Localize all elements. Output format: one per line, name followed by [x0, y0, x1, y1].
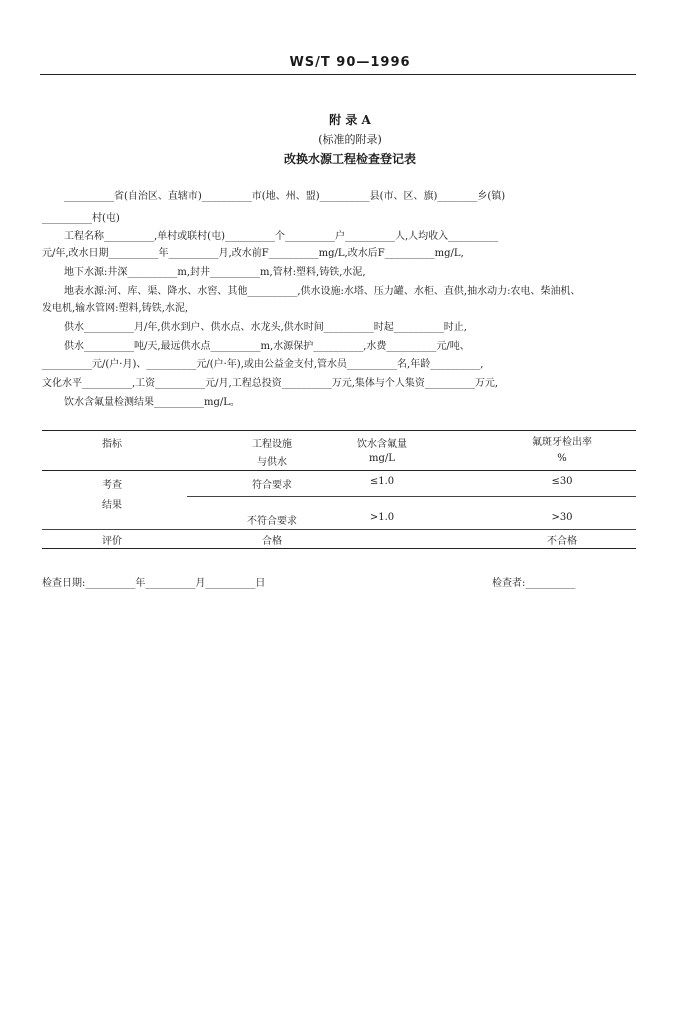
evaluation-table: [42, 430, 636, 550]
standard-number: WS/T 90—1996: [289, 55, 411, 70]
eval-label: 评价: [102, 536, 122, 547]
eval-pass: 合格: [262, 536, 282, 547]
form-line: 饮水含氟量检测结果__________mg/L。: [64, 397, 240, 408]
form-line: 发电机,输水管网:塑料,铸铁,水泥,: [42, 303, 189, 314]
col-indicator: 指标: [102, 439, 122, 450]
r2-fluorosis: >30: [551, 512, 573, 523]
col-fluoride-a: 饮水含氟量: [357, 439, 407, 450]
form-line: 地下水源:井深__________m,封井__________m,管材:塑料,铸铁,水泥,: [64, 267, 366, 278]
r2-fluoride: >1.0: [369, 512, 395, 523]
form-line: 供水__________吨/天,最远供水点__________m,水源保护__________,水费__________元/吨、: [64, 341, 470, 352]
form-line: 文化水平__________,工资__________元/月,工程总投资__________万元,集体与个人集资__________万元,: [42, 378, 499, 389]
row-label-a: 考查: [102, 480, 122, 491]
form-line: 地表水源:河、库、渠、降水、水窖、其他__________,供水设施:水塔、压力罐、水柜、直供,抽水动力:农电、柴油机、: [64, 286, 581, 297]
form-line: 工程名称__________,单村或联村(屯)__________个__________户__________人,人均收入__________: [64, 231, 499, 242]
form-line: __________村(屯): [42, 213, 120, 224]
r1-fluorosis: ≤30: [551, 476, 573, 487]
appendix-note: (标准的附录): [318, 133, 382, 146]
form-line: __________元/(户·月)、__________元/(户·年),或由公益金支付,管水员__________名,年龄__________,: [42, 359, 484, 370]
r1-facility: 符合要求: [252, 480, 292, 491]
header-rule: [40, 74, 636, 75]
col-fluorosis-a: 氟斑牙检出率: [532, 437, 592, 448]
eval-divider: [42, 529, 636, 530]
table-top-rule: [42, 430, 636, 431]
col-fluorosis-b: %: [557, 453, 567, 464]
row-label-b: 结果: [102, 500, 122, 511]
table-bottom-rule: [42, 548, 636, 549]
r2-facility: 不符合要求: [247, 516, 297, 527]
form-line: 供水__________月/年,供水到户、供水点、水龙头,供水时间__________时起__________时止,: [64, 322, 467, 333]
form-line: __________省(自治区、直辖市)__________市(地、州、盟)__________县(市、区、旗)________乡(镇): [64, 191, 506, 202]
form-title: 改换水源工程检查登记表: [283, 152, 416, 166]
row-divider: [187, 496, 636, 497]
inspector: 检查者:__________: [492, 578, 576, 589]
col-facility-a: 工程设施: [252, 439, 292, 450]
form-line: 元/年,改水日期__________年__________月,改水前F__________mg/L,改水后F__________mg/L,: [42, 248, 464, 259]
col-facility-b: 与供水: [257, 457, 287, 468]
appendix-title: 附 录 A: [329, 113, 371, 127]
eval-fail: 不合格: [547, 536, 577, 547]
inspection-date: 检查日期:__________年__________月__________日: [42, 578, 266, 589]
header-bottom-rule: [42, 470, 636, 471]
col-fluoride-b: mg/L: [369, 453, 395, 464]
r1-fluoride: ≤1.0: [369, 476, 395, 487]
